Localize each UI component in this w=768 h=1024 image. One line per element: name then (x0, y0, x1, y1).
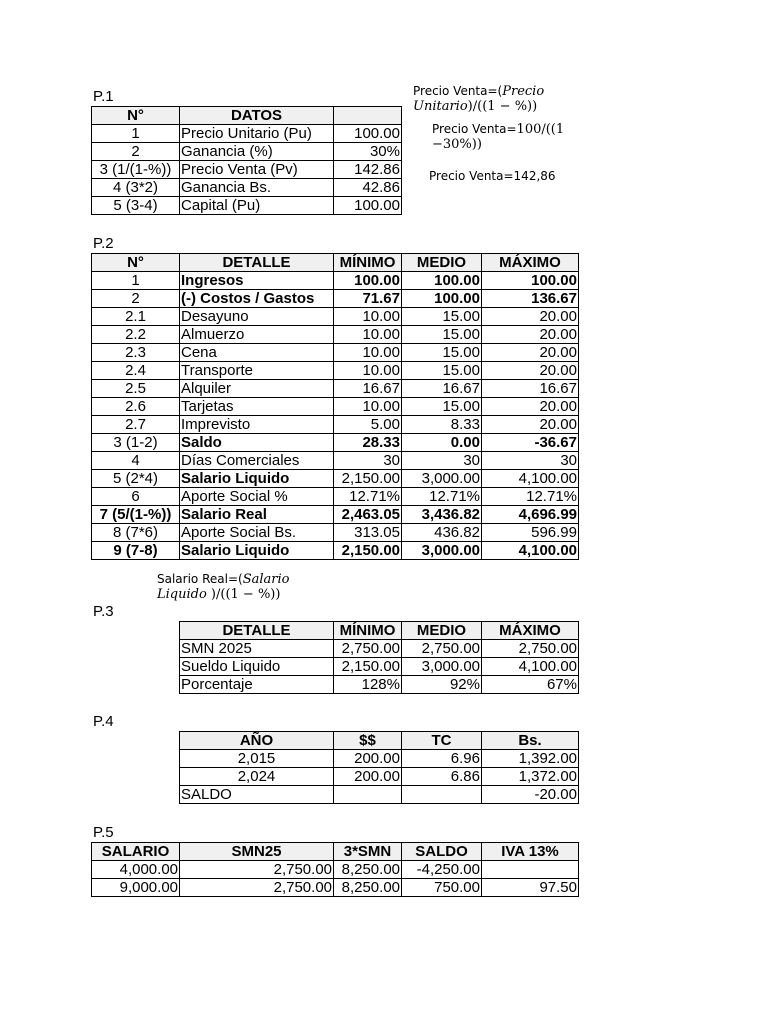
table-row (180, 768, 579, 786)
row-maximo: 136.67 (482, 290, 579, 308)
row-minimo: 2,750.00 (334, 640, 402, 658)
row-smn25: 2,750.00 (180, 861, 334, 879)
row-number: 2 (92, 143, 180, 161)
row-number: 4 (3*2) (92, 179, 180, 197)
p3-table (179, 621, 579, 694)
header-cell: DETALLE (180, 254, 334, 272)
table-row (92, 308, 579, 326)
row-bs: -20.00 (482, 786, 579, 804)
row-detail: Saldo (180, 434, 334, 452)
section-label-p3: P.3 (93, 603, 114, 620)
row-number: 3 (1/(1-%)) (92, 161, 180, 179)
header-cell (334, 107, 402, 125)
header-cell: 3*SMN (334, 843, 402, 861)
p1-table (91, 106, 402, 215)
header-cell: SALDO (402, 843, 482, 861)
header-cell: DETALLE (180, 622, 334, 640)
header-cell: Bs. (482, 732, 579, 750)
table-row (92, 143, 402, 161)
row-minimo: 2,150.00 (334, 470, 402, 488)
row-minimo: 10.00 (334, 326, 402, 344)
header-cell: SALARIO (92, 843, 180, 861)
header-cell: MEDIO (402, 254, 482, 272)
row-tc (402, 786, 482, 804)
row-number: 8 (7*6) (92, 524, 180, 542)
row-detail: Alquiler (180, 380, 334, 398)
section-label-p1: P.1 (93, 88, 114, 105)
row-number: 2.4 (92, 362, 180, 380)
table-row (92, 506, 579, 524)
row-number: 9 (7-8) (92, 542, 180, 560)
row-medio: 0.00 (402, 434, 482, 452)
row-medio: 12.71% (402, 488, 482, 506)
row-maximo: 20.00 (482, 362, 579, 380)
row-tc: 6.86 (402, 768, 482, 786)
row-detail: (-) Costos / Gastos (180, 290, 334, 308)
row-detail: Aporte Social % (180, 488, 334, 506)
table-row (92, 416, 579, 434)
row-value: 142.86 (334, 161, 402, 179)
row-minimo: 2,150.00 (334, 542, 402, 560)
row-maximo: 16.67 (482, 380, 579, 398)
row-iva (482, 861, 579, 879)
table-row (92, 524, 579, 542)
row-maximo: 12.71% (482, 488, 579, 506)
table-header-row (180, 622, 579, 640)
header-cell: DATOS (180, 107, 334, 125)
row-3smn: 8,250.00 (334, 861, 402, 879)
table-row (92, 272, 579, 290)
section-label-p4: P.4 (93, 713, 114, 730)
row-minimo: 16.67 (334, 380, 402, 398)
row-maximo: 20.00 (482, 308, 579, 326)
row-number: 4 (92, 452, 180, 470)
row-label: Ganancia Bs. (180, 179, 334, 197)
table-row (180, 676, 579, 694)
table-row (180, 658, 579, 676)
header-cell: TC (402, 732, 482, 750)
table-row (92, 290, 579, 308)
p2-formula-definition: Salario Real=(Salario Liquido )/((1 − %)) (157, 572, 290, 602)
row-minimo: 10.00 (334, 362, 402, 380)
row-smn25: 2,750.00 (180, 879, 334, 897)
row-medio: 3,000.00 (402, 470, 482, 488)
row-detail: Almuerzo (180, 326, 334, 344)
row-label: Precio Venta (Pv) (180, 161, 334, 179)
row-detail: Transporte (180, 362, 334, 380)
row-label: Capital (Pu) (180, 197, 334, 215)
p1-formula-substitution: Precio Venta=100/((1 −30%)) (432, 122, 565, 152)
row-label: Ganancia (%) (180, 143, 334, 161)
row-detail: Tarjetas (180, 398, 334, 416)
row-salario: 4,000.00 (92, 861, 180, 879)
table-row (92, 398, 579, 416)
table-row (92, 344, 579, 362)
row-usd (334, 786, 402, 804)
row-3smn: 8,250.00 (334, 879, 402, 897)
row-maximo: 4,100.00 (482, 542, 579, 560)
row-medio: 30 (402, 452, 482, 470)
row-maximo: 596.99 (482, 524, 579, 542)
table-row (92, 197, 402, 215)
table-header-row (92, 254, 579, 272)
row-detail: Salario Liquido (180, 470, 334, 488)
row-bs: 1,392.00 (482, 750, 579, 768)
header-cell: SMN25 (180, 843, 334, 861)
row-minimo: 2,463.05 (334, 506, 402, 524)
row-detail: Sueldo Liquido (180, 658, 334, 676)
table-row (92, 362, 579, 380)
table-row (92, 861, 579, 879)
header-cell: AÑO (180, 732, 334, 750)
table-row (92, 326, 579, 344)
row-minimo: 71.67 (334, 290, 402, 308)
header-cell: MEDIO (402, 622, 482, 640)
row-number: 2.1 (92, 308, 180, 326)
row-maximo: 4,100.00 (482, 658, 579, 676)
row-label: Precio Unitario (Pu) (180, 125, 334, 143)
row-minimo: 12.71% (334, 488, 402, 506)
table-row (92, 452, 579, 470)
row-detail: Porcentaje (180, 676, 334, 694)
row-medio: 92% (402, 676, 482, 694)
row-detail: Días Comerciales (180, 452, 334, 470)
row-maximo: 67% (482, 676, 579, 694)
row-medio: 3,000.00 (402, 658, 482, 676)
row-medio: 8.33 (402, 416, 482, 434)
p4-table (179, 731, 579, 804)
row-year: 2,015 (180, 750, 334, 768)
row-maximo: 20.00 (482, 344, 579, 362)
header-cell: MÁXIMO (482, 254, 579, 272)
row-number: 2.7 (92, 416, 180, 434)
header-cell: MÍNIMO (334, 622, 402, 640)
section-label-p2: P.2 (93, 235, 114, 252)
row-salario: 9,000.00 (92, 879, 180, 897)
row-maximo: -36.67 (482, 434, 579, 452)
table-row (92, 542, 579, 560)
row-maximo: 30 (482, 452, 579, 470)
row-minimo: 100.00 (334, 272, 402, 290)
row-medio: 15.00 (402, 344, 482, 362)
row-number: 7 (5/(1-%)) (92, 506, 180, 524)
row-maximo: 20.00 (482, 326, 579, 344)
row-minimo: 10.00 (334, 344, 402, 362)
row-minimo: 10.00 (334, 308, 402, 326)
row-minimo: 128% (334, 676, 402, 694)
row-detail: Imprevisto (180, 416, 334, 434)
header-cell: MÁXIMO (482, 622, 579, 640)
row-number: 2.3 (92, 344, 180, 362)
row-usd: 200.00 (334, 750, 402, 768)
row-medio: 2,750.00 (402, 640, 482, 658)
row-detail: Aporte Social Bs. (180, 524, 334, 542)
row-bs: 1,372.00 (482, 768, 579, 786)
row-year: SALDO (180, 786, 334, 804)
row-medio: 100.00 (402, 272, 482, 290)
table-row (180, 640, 579, 658)
row-number: 2.2 (92, 326, 180, 344)
header-cell: IVA 13% (482, 843, 579, 861)
row-medio: 16.67 (402, 380, 482, 398)
row-saldo: 750.00 (402, 879, 482, 897)
row-medio: 15.00 (402, 362, 482, 380)
p1-formula-definition: Precio Venta=(Precio Unitario)/((1 − %)) (413, 84, 545, 114)
row-maximo: 20.00 (482, 398, 579, 416)
table-row (92, 179, 402, 197)
row-value: 100.00 (334, 125, 402, 143)
row-value: 100.00 (334, 197, 402, 215)
row-medio: 15.00 (402, 326, 482, 344)
table-header-row (92, 107, 402, 125)
header-cell: $$ (334, 732, 402, 750)
row-detail: Ingresos (180, 272, 334, 290)
p1-formula-result: Precio Venta=142,86 (429, 169, 556, 183)
row-number: 2.6 (92, 398, 180, 416)
row-tc: 6.96 (402, 750, 482, 768)
row-number: 2.5 (92, 380, 180, 398)
row-medio: 15.00 (402, 398, 482, 416)
table-row (92, 470, 579, 488)
row-medio: 15.00 (402, 308, 482, 326)
table-row (92, 125, 402, 143)
row-minimo: 313.05 (334, 524, 402, 542)
row-medio: 436.82 (402, 524, 482, 542)
table-row (92, 488, 579, 506)
row-medio: 3,436.82 (402, 506, 482, 524)
row-number: 6 (92, 488, 180, 506)
row-maximo: 4,100.00 (482, 470, 579, 488)
row-medio: 100.00 (402, 290, 482, 308)
row-number: 3 (1-2) (92, 434, 180, 452)
row-value: 42.86 (334, 179, 402, 197)
header-cell: N° (92, 254, 180, 272)
row-number: 5 (3-4) (92, 197, 180, 215)
row-maximo: 20.00 (482, 416, 579, 434)
table-header-row (92, 843, 579, 861)
table-row (92, 380, 579, 398)
header-cell: MÍNIMO (334, 254, 402, 272)
row-iva: 97.50 (482, 879, 579, 897)
row-minimo: 28.33 (334, 434, 402, 452)
row-detail: SMN 2025 (180, 640, 334, 658)
row-saldo: -4,250.00 (402, 861, 482, 879)
row-year: 2,024 (180, 768, 334, 786)
table-row (92, 879, 579, 897)
row-detail: Salario Real (180, 506, 334, 524)
row-number: 5 (2*4) (92, 470, 180, 488)
table-header-row (180, 732, 579, 750)
row-minimo: 2,150.00 (334, 658, 402, 676)
header-cell: N° (92, 107, 180, 125)
row-minimo: 10.00 (334, 398, 402, 416)
row-number: 2 (92, 290, 180, 308)
row-maximo: 4,696.99 (482, 506, 579, 524)
row-maximo: 2,750.00 (482, 640, 579, 658)
row-minimo: 30 (334, 452, 402, 470)
table-row (92, 161, 402, 179)
row-medio: 3,000.00 (402, 542, 482, 560)
table-row (92, 434, 579, 452)
row-detail: Desayuno (180, 308, 334, 326)
row-number: 1 (92, 125, 180, 143)
section-label-p5: P.5 (93, 824, 114, 841)
row-maximo: 100.00 (482, 272, 579, 290)
row-usd: 200.00 (334, 768, 402, 786)
row-minimo: 5.00 (334, 416, 402, 434)
row-detail: Salario Liquido (180, 542, 334, 560)
p5-table (91, 842, 579, 897)
row-number: 1 (92, 272, 180, 290)
row-value: 30% (334, 143, 402, 161)
table-row (180, 750, 579, 768)
table-row (180, 786, 579, 804)
row-detail: Cena (180, 344, 334, 362)
p2-table (91, 253, 579, 560)
